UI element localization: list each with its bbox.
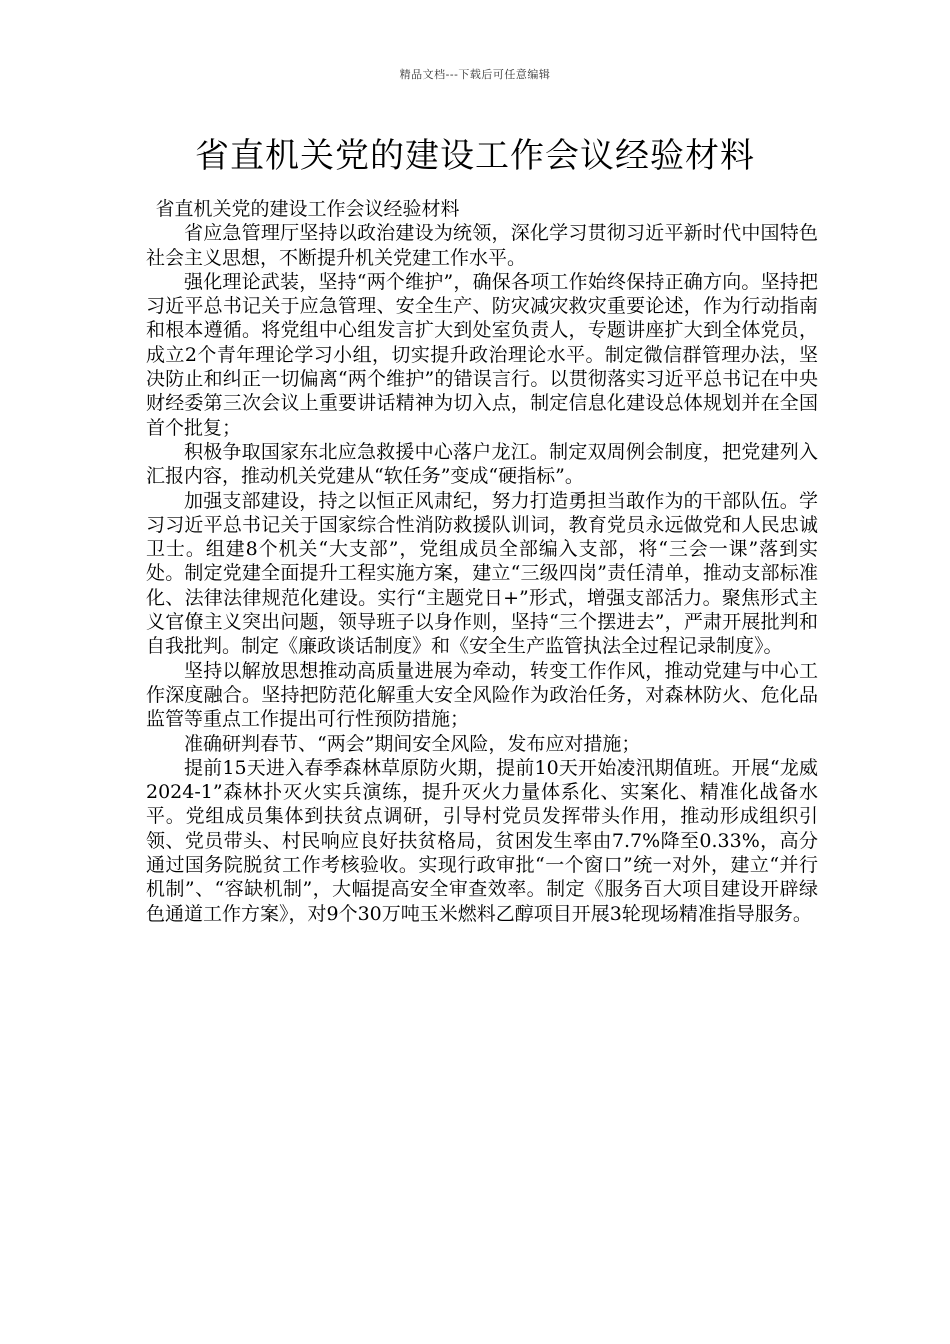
document-subtitle: 省直机关党的建设工作会议经验材料 [155, 198, 460, 220]
paragraph-development: 坚持以解放思想推动高质量进展为牵动，转变工作作风，推动党建与中心工作深度融合。坚持把防范化解重大安全风险作为政治任务，对森林防火、危化品监管等重点工作提出可行性预防措施； [146, 659, 818, 731]
paragraph-theory: 强化理论武装，坚持“两个维护”，确保各项工作始终保持正确方向。坚持把习近平总书记关于应急管理、安全生产、防灾减灾救灾重要论述，作为行动指南和根本遵循。将党组中心组发言扩大到处室负责人，专题讲座扩大到全体党员，成立2个青年理论学习小组，切实提升政治理论水平。制定微信群管理办法，坚决防止和纠正一切偏离“两个维护”的错误言行。以贯彻落实习近平总书记在中央财经委第三次会议上重要讲话精神为切入点，制定信息化建设总体规划并在全国首个批复； [146, 270, 818, 439]
header-note: 精品文档---下载后可任意编辑 [399, 68, 551, 81]
document-body [146, 197, 818, 926]
document-title: 省直机关党的建设工作会议经验材料 [195, 136, 755, 176]
paragraph-branch-building: 加强支部建设，持之以恒正风肃纪，努力打造勇担当敢作为的干部队伍。学习习近平总书记关于国家综合性消防救援队训词，教育党员永远做党和人民忠诚卫士。组建8个机关“大支部”，党组成员全部编入支部，将“三会一课”落到实处。制定党建全面提升工程实施方案，建立“三级四岗”责任清单，推动支部标准化、法律法律规范化建设。实行“主题党日+”形式，增强支部活力。聚焦形式主义官僚主义突出问题，领导班子以身作则，坚持“三个摆进去”，严肃开展批判和自我批判。制定《廉政谈话制度》和《安全生产监管执法全过程记录制度》。 [146, 489, 818, 658]
paragraph-risk-assessment: 准确研判春节、“两会”期间安全风险，发布应对措施； [184, 732, 641, 755]
paragraph-intro: 省应急管理厅坚持以政治建设为统领，深化学习贯彻习近平新时代中国特色社会主义思想，不断提升机关党建工作水平。 [146, 222, 818, 269]
paragraph-rescue-center: 积极争取国家东北应急救援中心落户龙江。制定双周例会制度，把党建列入汇报内容，推动机关党建从“软任务”变成“硬指标”。 [146, 440, 818, 488]
paragraph-fire-prevention: 提前15天进入春季森林草原防火期，提前10天开始凌汛期值班。开展“龙威2024-1”森林扑灭火实兵演练，提升灭火力量体系化、实案化、精准化战备水平。党组成员集体到扶贫点调研，引导村党员发挥带头作用，推动形成组织引领、党员带头、村民响应良好扶贫格局，贫困发生率由7.7%降至0.33%，高分通过国务院脱贫工作考核验收。实现行政审批“一个窗口”统一对外，建立“并行机制”、“容缺机制”，大幅提高安全审查效率。制定《服务百大项目建设开辟绿色通道工作方案》，对9个30万吨玉米燃料乙醇项目开展3轮现场精准指导服务。 [146, 756, 818, 925]
